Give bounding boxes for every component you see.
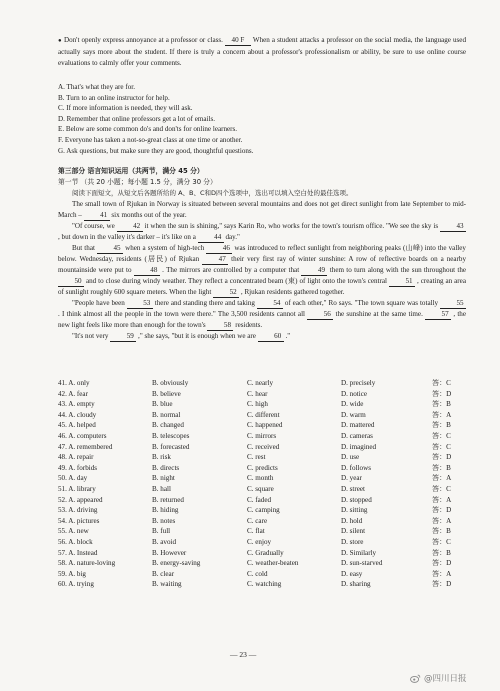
p4-text-f: , the new light feels like more than enough for the town's: [58, 310, 466, 330]
option-a-cell: 48. A. repair: [58, 453, 94, 462]
p2-text-d: day.": [225, 233, 240, 242]
option-c-cell: C. high: [247, 400, 268, 409]
option-d-cell: D. imagined: [341, 442, 377, 451]
answer-cell: 答：D: [432, 453, 452, 462]
p3-text-g: and to close during windy weather. They reflect a concentrated beam (束) of light onto the town's central: [85, 277, 388, 286]
option-c-cell: C. watching: [247, 580, 282, 589]
option-d-cell: D. stopped: [341, 495, 372, 504]
answer-cell: 答：B: [432, 400, 451, 409]
option-a-cell: 42. A. fear: [58, 389, 88, 398]
answer-row: [58, 526, 478, 537]
p2-text-c: , but down in the valley it's darker – it's like on a: [58, 233, 196, 242]
option-d-cell: D. follows: [341, 463, 371, 472]
option-c-cell: C. camping: [247, 506, 280, 515]
option-b-cell: B. forecasted: [152, 442, 190, 451]
blank-41: 41: [84, 211, 110, 221]
p2-text-b: it when the sun is shining," says Karin Ro, who works for the town's tourism office. "We see the sky is: [144, 222, 439, 231]
option-d-cell: D. wide: [341, 400, 364, 409]
option-b-cell: B. hiding: [152, 506, 179, 515]
option-a-cell: 49. A. forbids: [58, 463, 98, 472]
answer-cell: 答：C: [432, 484, 451, 493]
option-d-cell: D. sharing: [341, 580, 371, 589]
option-b-cell: B. energy-saving: [152, 559, 201, 568]
blank-43: 43: [440, 222, 466, 232]
bullet-icon: ●: [58, 38, 62, 44]
answer-cell: 答：D: [432, 580, 452, 589]
option-c-cell: C. cold: [247, 569, 268, 578]
answer-cell: 答：C: [432, 442, 451, 451]
option-d-cell: D. store: [341, 537, 364, 546]
answer-row: [58, 378, 478, 389]
option-c-cell: C. enjoy: [247, 537, 272, 546]
option-a-cell: 44. A. cloudy: [58, 410, 97, 419]
blank-44: 44: [198, 233, 224, 243]
option-c-cell: C. nearly: [247, 379, 274, 387]
option-b-cell: B. normal: [152, 410, 181, 419]
option-d-cell: D. street: [341, 484, 366, 493]
blank-42: 42: [117, 222, 143, 232]
blank-53: 53: [127, 299, 153, 309]
option-b-cell: B. night: [152, 474, 175, 483]
option-c-cell: C. happened: [247, 421, 283, 430]
section-subtitle: 第一节 （共 20 小题；每小题 1.5 分，满分 30 分）: [58, 178, 217, 187]
option-c-cell: C. faded: [247, 495, 272, 504]
option-a-cell: 53. A. driving: [58, 506, 98, 515]
content-area: [58, 35, 466, 342]
blank-46: 46: [206, 244, 232, 254]
p3-text-c: was introduced to reflect sunlight from neighboring peaks (山峰) into the valley below. Wednesday, residents (居民) of Rjukan: [58, 244, 466, 264]
passage2-paragraph-2: [58, 221, 466, 243]
option-b-cell: B. full: [152, 527, 171, 536]
option-c-cell: C. predicts: [247, 463, 278, 472]
blank-52: 52: [213, 288, 239, 298]
p2-text-a: "Of course, we: [72, 222, 115, 231]
blank-40: 40 F: [225, 36, 251, 46]
blank-45: 45: [97, 244, 123, 254]
option-c-cell: C. weather-beaten: [247, 559, 299, 568]
p5-text-b: ," she says, "but it is enough when we are: [138, 332, 256, 341]
answer-cell: 答：A: [432, 569, 452, 578]
option-b: B. Turn to an online instructor for help.: [58, 93, 170, 102]
p4-text-g: residents.: [235, 321, 263, 330]
option-d-cell: D. warm: [341, 410, 366, 419]
option-d-cell: D. notice: [341, 389, 368, 398]
answer-row: [58, 484, 478, 495]
option-c-cell: C. square: [247, 484, 274, 493]
option-b-cell: B. telescopes: [152, 431, 190, 440]
passage2-paragraph-3: [58, 243, 466, 298]
option-d-cell: D. cameras: [341, 431, 373, 440]
answer-row: [58, 420, 478, 431]
option-g: G. Ask questions, but make sure they are good, thoughtful questions.: [58, 146, 254, 155]
option-b-cell: B. However: [152, 548, 187, 557]
answer-cell: 答：D: [432, 389, 452, 398]
blank-56: 56: [307, 310, 333, 320]
answer-cell: 答：A: [432, 410, 452, 419]
p1-text-a: The small town of Rjukan in Norway is situated between several mountains and does not get direct sunlight from late September to mid-March –: [58, 200, 466, 220]
answer-cell: 答：C: [432, 537, 451, 546]
option-a-cell: 57. A. Instead: [58, 548, 98, 557]
page-number: — 23 —: [230, 650, 257, 659]
answer-row: [58, 452, 478, 463]
blank-58: 58: [207, 321, 233, 331]
option-a-cell: 55. A. new: [58, 527, 89, 536]
option-a-cell: 58. A. nature-loving: [58, 559, 116, 568]
option-a-cell: 45. A. helped: [58, 421, 96, 430]
answer-row: [58, 495, 478, 506]
option-d-cell: D. mattered: [341, 421, 375, 430]
option-a-cell: 52. A. appeared: [58, 495, 103, 504]
option-d-cell: D. Similarly: [341, 548, 377, 557]
option-a-cell: 56. A. block: [58, 537, 93, 546]
p4-text-c: of each other," Ro says. "The town square was totally: [284, 299, 439, 308]
blank-49: 49: [301, 266, 327, 276]
option-c-cell: C. received: [247, 442, 280, 451]
option-b-cell: B. waiting: [152, 580, 182, 589]
answer-cell: 答：D: [432, 506, 452, 515]
option-d-cell: D. sitting: [341, 506, 368, 515]
blank-50: 50: [58, 277, 84, 287]
option-a-cell: 51. A. library: [58, 484, 96, 493]
answer-row: [58, 410, 478, 421]
answer-cell: 答：B: [432, 421, 451, 430]
option-d-cell: D. easy: [341, 569, 363, 578]
weibo-logo-icon: [410, 674, 421, 683]
passage2-paragraph-5: [58, 331, 466, 342]
p3-text-d: their very first ray of winter sunshine: A row of reflective boards on a nearby mountainside were put to: [58, 255, 467, 275]
option-d-cell: D. sun-starved: [341, 559, 383, 568]
option-c-cell: C. mirrors: [247, 431, 277, 440]
answer-row: [58, 473, 478, 484]
answer-row: [58, 442, 478, 453]
answer-row: [58, 548, 478, 559]
option-a-cell: 41. A. only: [58, 379, 90, 387]
answer-row: [58, 389, 478, 400]
passage2-paragraph-1: [58, 199, 466, 221]
option-b-cell: B. hall: [152, 484, 171, 493]
passage1-text-a: Don't openly express annoyance at a professor or class.: [63, 36, 223, 44]
p4-text-a: "People have been: [72, 299, 125, 308]
blank-47: 47: [202, 255, 228, 265]
answer-row: [58, 569, 478, 580]
option-a-cell: 50. A. day: [58, 474, 88, 483]
answer-row: [58, 516, 478, 527]
blank-55: 55: [440, 299, 466, 309]
option-b-cell: B. notes: [152, 516, 176, 525]
answer-row: [58, 463, 478, 474]
option-d-cell: D. hold: [341, 516, 363, 525]
option-a-cell: 60. A. trying: [58, 580, 94, 589]
option-f: F. Everyone has taken a not-so-great class at one time or another.: [58, 135, 243, 144]
option-c-cell: C. month: [247, 474, 274, 483]
blank-60: 60: [258, 332, 284, 342]
option-e: E. Below are some common do's and don'ts for online learners.: [58, 125, 238, 134]
option-c-cell: C. Gradually: [247, 548, 284, 557]
answer-cell: 答：A: [432, 495, 452, 504]
p1-text-b: six months out of the year.: [111, 211, 187, 220]
p3-text-i: , Rjukan residents gathered together.: [240, 288, 345, 297]
blank-48: 48: [134, 266, 160, 276]
option-b-cell: B. avoid: [152, 537, 177, 546]
option-b-cell: B. returned: [152, 495, 184, 504]
p5-text-a: "It's not very: [72, 332, 109, 341]
option-d: D. Remember that online professors get a lot of emails.: [58, 114, 216, 123]
answer-row: [58, 579, 478, 590]
blank-59: 59: [110, 332, 136, 342]
option-c-cell: C. rest: [247, 453, 266, 462]
answer-row: [58, 558, 478, 569]
answer-cell: 答：D: [432, 559, 452, 568]
option-c-cell: C. flat: [247, 527, 265, 536]
section-title: 第三部分 语言知识运用（共两节，满分 45 分）: [58, 167, 204, 176]
p3-text-b: when a system of high-tech: [125, 244, 205, 253]
answer-cell: 答：C: [432, 431, 451, 440]
option-c-cell: C. hear: [247, 389, 268, 398]
p3-text-e: . The mirrors are controlled by a computer that: [162, 266, 300, 275]
option-a-cell: 43. A. empty: [58, 400, 95, 409]
option-b-cell: B. clear: [152, 569, 175, 578]
blank-54: 54: [257, 299, 283, 309]
answer-options-table: [58, 378, 478, 590]
section-heading: [58, 166, 466, 199]
option-b-cell: B. risk: [152, 453, 171, 462]
option-d-cell: D. silent: [341, 527, 366, 536]
answer-cell: 答：C: [432, 379, 451, 387]
answer-row: [58, 399, 478, 410]
option-a-cell: 59. A. big: [58, 569, 86, 578]
option-b-cell: B. changed: [152, 421, 184, 430]
watermark: [410, 672, 467, 684]
option-a-cell: 54. A. pictures: [58, 516, 100, 525]
answer-cell: 答：A: [432, 474, 452, 483]
option-b-cell: B. directs: [152, 463, 180, 472]
blank-57: 57: [425, 310, 451, 320]
blank-51: 51: [389, 277, 415, 287]
answer-row: [58, 537, 478, 548]
option-a: A. That's what they are for.: [58, 83, 135, 91]
passage1-paragraph: [58, 35, 466, 69]
answer-cell: 答：B: [432, 548, 451, 557]
p5-text-c: .": [285, 332, 291, 341]
p3-text-a: But that: [72, 244, 95, 253]
option-a-cell: 46. A. computers: [58, 431, 107, 440]
options-list: [58, 82, 466, 156]
option-c: C. If more information is needed, they will ask.: [58, 104, 193, 113]
option-a-cell: 47. A. remembered: [58, 442, 113, 451]
section-instruction: 阅读下面短文，从短文后各题所给的 A、B、C和D四个选项中，选出可以填入空白处的最佳选项。: [72, 189, 353, 198]
answer-row: [58, 505, 478, 516]
option-b-cell: B. believe: [152, 389, 181, 398]
answer-cell: 答：B: [432, 527, 451, 536]
option-d-cell: D. precisely: [341, 379, 376, 387]
p3-text-h: , creating an area of sunlight roughly 600 square meters. When the light: [58, 277, 466, 297]
answer-cell: 答：B: [432, 463, 451, 472]
option-d-cell: D. year: [341, 474, 362, 483]
p4-text-d: . I think almost all the people in the town were there." The 3,500 residents cannot all: [58, 310, 306, 319]
p4-text-e: the sunshine at the same time.: [335, 310, 423, 319]
option-d-cell: D. use: [341, 453, 360, 462]
option-b-cell: B. blue: [152, 400, 173, 409]
option-b-cell: B. obviously: [152, 379, 189, 387]
passage1-text-b: When a student attacks a professor on the social media, the language used actually says more about the student. If there is truly a concern about a professor's professionalism or ability, be sure to use online course evaluations to calmly offer your comments.: [58, 36, 467, 67]
answer-cell: 答：A: [432, 516, 452, 525]
p4-text-b: there and standing there and taking: [154, 299, 255, 308]
p3-text-f: them to turn along with the sun throughout the: [329, 266, 467, 275]
option-c-cell: C. different: [247, 410, 280, 419]
passage2-paragraph-4: [58, 298, 466, 331]
answer-row: [58, 431, 478, 442]
watermark-text: @四川日报: [424, 674, 467, 684]
option-c-cell: C. care: [247, 516, 268, 525]
